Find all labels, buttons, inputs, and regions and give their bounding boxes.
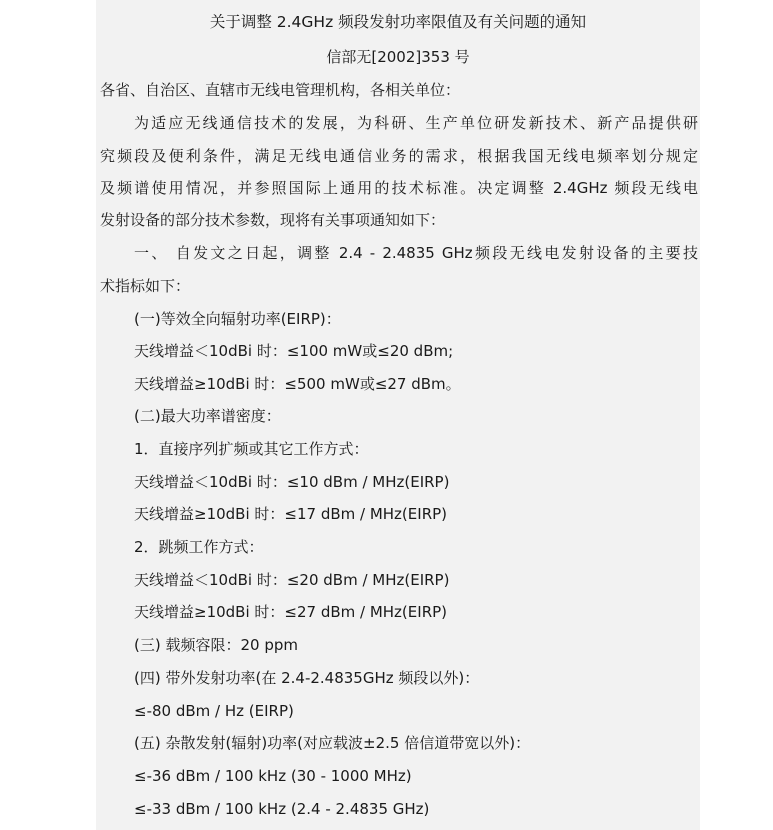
spec-line: 天线增益＜10dBi 时：≤10 dBm / MHz(EIRP) [134, 473, 450, 491]
spec-line: 天线增益＜10dBi 时：≤20 dBm / MHz(EIRP) [134, 571, 450, 589]
spec-line: 天线增益≥10dBi 时：≤17 dBm / MHz(EIRP) [134, 505, 448, 523]
spec-line: ≤-36 dBm / 100 kHz (30 - 1000 MHz) [134, 767, 412, 785]
spec-line: 天线增益≥10dBi 时：≤500 mW或≤27 dBm。 [134, 375, 461, 393]
intro-line: 及频谱使用情况，并参照国际上通用的技术标准。决定调整 2.4GHz 频段无线电 [100, 179, 698, 197]
spec-heading: (五) 杂散发射(辐射)功率(对应载波±2.5 倍信道带宽以外)： [134, 734, 531, 752]
intro-line: 究频段及便利条件，满足无线电通信业务的需求，根据我国无线电频率划分规定 [100, 147, 698, 165]
spec-heading: (二)最大功率谱密度： [134, 407, 281, 425]
document-page [96, 0, 700, 830]
document-number: 信部无[2002]353 号 [326, 48, 470, 66]
spec-heading: (三) 载频容限：20 ppm [134, 636, 298, 654]
spec-line: ≤-80 dBm / Hz (EIRP) [134, 702, 294, 720]
spec-heading: (四) 带外发射功率(在 2.4-2.4835GHz 频段以外)： [134, 669, 480, 687]
intro-line: 为适应无线通信技术的发展，为科研、生产单位研发新技术、新产品提供研 [134, 114, 698, 132]
spec-subheading: 1．直接序列扩频或其它工作方式： [134, 440, 369, 458]
spec-subheading: 2．跳频工作方式： [134, 538, 264, 556]
item1-line: 术指标如下： [100, 277, 191, 295]
intro-line: 发射设备的部分技术参数，现将有关事项通知如下： [100, 211, 446, 229]
document-title: 关于调整 2.4GHz 频段发射功率限值及有关问题的通知 [209, 13, 587, 31]
spec-line: 天线增益≥10dBi 时：≤27 dBm / MHz(EIRP) [134, 603, 448, 621]
item1-line: 一、 自发文之日起，调整 2.4 - 2.4835 GHz频段无线电发射设备的主要技 [134, 244, 698, 262]
spec-line: 天线增益＜10dBi 时：≤100 mW或≤20 dBm; [134, 342, 454, 360]
spec-line: ≤-33 dBm / 100 kHz (2.4 - 2.4835 GHz) [134, 800, 430, 818]
spec-heading: (一)等效全向辐射功率(EIRP)： [134, 310, 341, 328]
salutation: 各省、自治区、直辖市无线电管理机构，各相关单位： [100, 81, 461, 99]
